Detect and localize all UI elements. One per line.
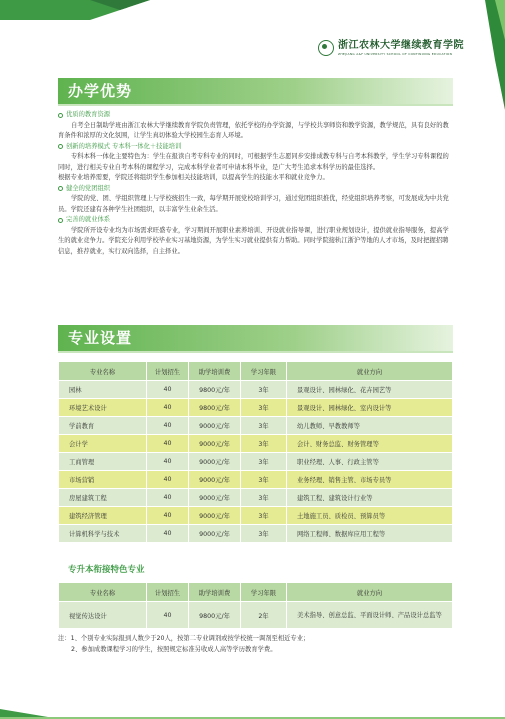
table-row bbox=[59, 507, 453, 525]
cell-years: 3年 bbox=[241, 435, 287, 453]
header-quota: 计划招生 bbox=[147, 362, 189, 381]
cell-fee: 9000元/年 bbox=[189, 525, 241, 543]
cell-years: 2年 bbox=[241, 602, 287, 629]
advantage-paragraph: 自考全日制助学班由浙江农林大学继续教育学院负责管理，依托学校的办学资源，与学校共享师资和教学资源，教学规范，具有良好的教育条件和浓厚的文化氛围，让学生真切体验大学校园生态育人环境。 bbox=[58, 121, 449, 139]
advantage-heading: 优质的教育资源 bbox=[58, 110, 453, 121]
cell-major: 园林 bbox=[59, 381, 147, 399]
table-row bbox=[59, 525, 453, 543]
header-fee: 助学培训费 bbox=[189, 583, 241, 602]
cell-career: 美术指导、创意总监、平面设计师、产品设计总监等 bbox=[287, 602, 453, 629]
notes bbox=[58, 633, 478, 655]
advantage-heading: 完善的就业体系 bbox=[58, 215, 453, 226]
table-row bbox=[59, 602, 453, 629]
school-name: 浙江农林大学继续教育学院 bbox=[338, 40, 464, 51]
cell-fee: 9000元/年 bbox=[189, 489, 241, 507]
advantage-heading: 创新的培养模式 专本科一体化＋技能培训 bbox=[58, 142, 453, 153]
table-row bbox=[59, 399, 453, 417]
table-row bbox=[59, 417, 453, 435]
corner-decoration-top-left bbox=[0, 0, 150, 20]
bullet-icon bbox=[58, 144, 63, 149]
cell-quota: 40 bbox=[147, 399, 189, 417]
advantage-paragraph: 学院的党、团、学组织管理上与学校统招生一致，每学期开展党校培训学习，通过党团组织推优，经党组织培养考察，可发展成为中共党员。学院还建有各种学生社团组织，以丰富学生业余生活。 bbox=[58, 195, 449, 213]
header-fee: 助学培训费 bbox=[189, 362, 241, 381]
cell-fee: 9800元/年 bbox=[189, 381, 241, 399]
cell-fee: 9000元/年 bbox=[189, 417, 241, 435]
table-row bbox=[59, 435, 453, 453]
cell-fee: 9000元/年 bbox=[189, 471, 241, 489]
table-row bbox=[59, 489, 453, 507]
cell-major: 视觉传达设计 bbox=[59, 602, 147, 629]
advantages-banner bbox=[58, 78, 453, 104]
table-header-row bbox=[59, 362, 453, 381]
cell-quota: 40 bbox=[147, 453, 189, 471]
table-row bbox=[59, 453, 453, 471]
cell-career: 职业经理、人事、行政主管等 bbox=[287, 453, 453, 471]
cell-quota: 40 bbox=[147, 471, 189, 489]
cell-quota: 40 bbox=[147, 525, 189, 543]
table-header-row bbox=[59, 583, 453, 602]
cell-major: 房屋建筑工程 bbox=[59, 489, 147, 507]
advantages-banner-underline bbox=[58, 104, 453, 106]
cell-fee: 9800元/年 bbox=[189, 399, 241, 417]
cell-fee: 9000元/年 bbox=[189, 435, 241, 453]
cell-major: 市场营销 bbox=[59, 471, 147, 489]
header-career: 就业方向 bbox=[287, 362, 453, 381]
special-majors-table bbox=[58, 582, 453, 629]
cell-years: 3年 bbox=[241, 507, 287, 525]
bullet-icon bbox=[58, 218, 63, 223]
header-career: 就业方向 bbox=[287, 583, 453, 602]
advantage-paragraph: 专科本科一体化主要特色为：学生在报读自考专科专业的同时，可根据学生志愿同步安排成教专科与自考本科教学，学生学习专科课程的同时，进行相关专业自考本科的课程学习，完成本科学业者可申请本科毕业，是广大考生追求本科学历的最佳选择。 bbox=[58, 153, 449, 171]
header-years: 学习年限 bbox=[241, 583, 287, 602]
advantage-paragraph: 根据专业培养需要，学院还将组织学生参加相关技能培训，以提高学生的技能水平和就业竞争力。 bbox=[58, 174, 329, 181]
cell-major: 会计学 bbox=[59, 435, 147, 453]
cell-career: 幼儿教师、早教教师等 bbox=[287, 417, 453, 435]
cell-career: 业务经理、销售主管、市场专员等 bbox=[287, 471, 453, 489]
cell-quota: 40 bbox=[147, 489, 189, 507]
advantage-heading: 健全的党团组织 bbox=[58, 184, 453, 195]
school-name-en: ZHEJIANG A&F UNIVERSITY SCHOOL OF CONTINUING EDUCATION bbox=[338, 52, 453, 56]
cell-years: 3年 bbox=[241, 471, 287, 489]
header-major: 专业名称 bbox=[59, 362, 147, 381]
cell-quota: 40 bbox=[147, 417, 189, 435]
bullet-icon bbox=[58, 186, 63, 191]
cell-years: 3年 bbox=[241, 399, 287, 417]
school-seal-icon bbox=[318, 40, 334, 56]
table-row bbox=[59, 471, 453, 489]
cell-fee: 9000元/年 bbox=[189, 507, 241, 525]
cell-years: 3年 bbox=[241, 381, 287, 399]
note-line: 注：1、个别专业实际报到人数少于20人，按第二专业调剂或按学校统一调剂至相近专业； bbox=[58, 635, 310, 642]
advantages-title: 办学优势 bbox=[68, 82, 133, 100]
cell-career: 会计、财务总监、财务管理等 bbox=[287, 435, 453, 453]
cell-major: 计算机科学与技术 bbox=[59, 525, 147, 543]
cell-quota: 40 bbox=[147, 507, 189, 525]
majors-title: 专业设置 bbox=[68, 329, 133, 347]
note-line: 2、参加成教课程学习的学生，按照规定标准另收成人高等学历教育学费。 bbox=[71, 646, 277, 653]
cell-fee: 9800元/年 bbox=[189, 602, 241, 629]
cell-years: 3年 bbox=[241, 453, 287, 471]
header-quota: 计划招生 bbox=[147, 583, 189, 602]
cell-major: 工商管理 bbox=[59, 453, 147, 471]
cell-career: 景观设计、园林绿化、花卉园艺等 bbox=[287, 381, 453, 399]
cell-career: 网络工程师、数据库应用工程等 bbox=[287, 525, 453, 543]
cell-fee: 9000元/年 bbox=[189, 453, 241, 471]
majors-table bbox=[58, 361, 453, 543]
school-logo bbox=[318, 40, 464, 56]
header-years: 学习年限 bbox=[241, 362, 287, 381]
cell-years: 3年 bbox=[241, 525, 287, 543]
cell-quota: 40 bbox=[147, 381, 189, 399]
cell-career: 土地施工员、质检员、预算员等 bbox=[287, 507, 453, 525]
majors-banner bbox=[58, 325, 453, 351]
bullet-icon bbox=[58, 113, 63, 118]
cell-major: 建筑经济管理 bbox=[59, 507, 147, 525]
special-majors-title: 专升本衔接特色专业 bbox=[68, 565, 145, 575]
advantages-section bbox=[58, 110, 453, 257]
cell-quota: 40 bbox=[147, 602, 189, 629]
cell-major: 学前教育 bbox=[59, 417, 147, 435]
header-major: 专业名称 bbox=[59, 583, 147, 602]
majors-banner-underline bbox=[58, 351, 453, 353]
advantage-paragraph: 学院所开设专业均为市场需求旺盛专业，学习期间开展职业素养培训、开设就业指导课，进行职业规划设计，提供就业指导服务，提高学生的就业竞争力。学院充分利用学校毕业实习基地资源，为学生实习就业提供有力帮助。同时学院接轨江浙沪等地的人才市场，及时把握招聘信息，推荐就业，实行双向选择，自主择业。 bbox=[58, 226, 449, 255]
cell-quota: 40 bbox=[147, 435, 189, 453]
cell-career: 建筑工程、建筑设计行业等 bbox=[287, 489, 453, 507]
cell-years: 3年 bbox=[241, 489, 287, 507]
table-row bbox=[59, 381, 453, 399]
cell-career: 景观设计、园林绿化、室内设计等 bbox=[287, 399, 453, 417]
corner-decoration-bottom bbox=[0, 699, 505, 719]
cell-years: 3年 bbox=[241, 417, 287, 435]
cell-major: 环境艺术设计 bbox=[59, 399, 147, 417]
